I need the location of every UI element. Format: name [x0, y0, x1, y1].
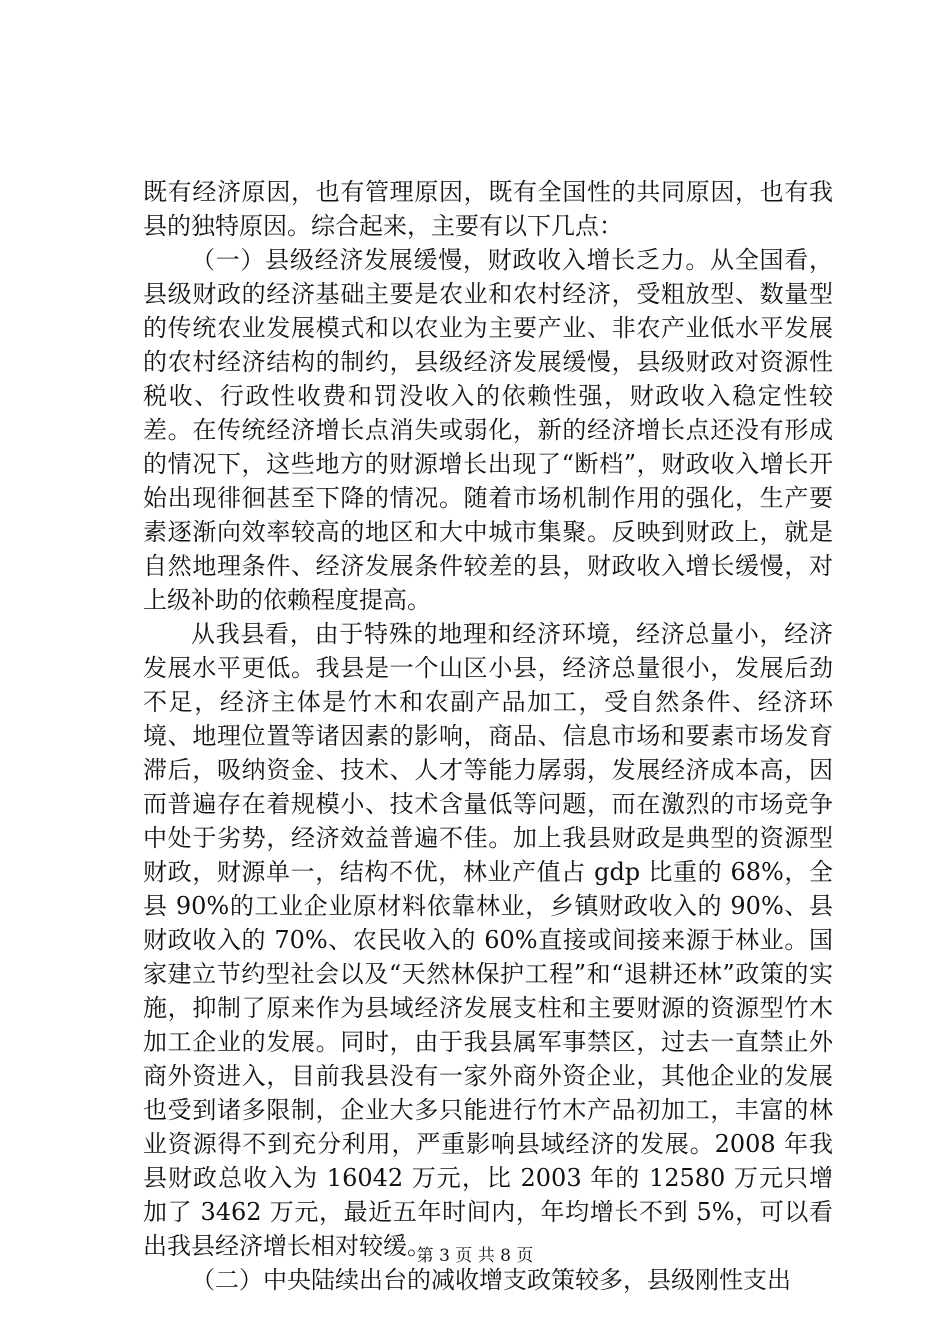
paragraph-4: （二）中央陆续出台的减收增支政策较多，县级刚性支出 [191, 1266, 791, 1294]
page-footer: 第 3 页 共 8 页 [416, 1246, 534, 1266]
paragraph-2: （一）县级经济发展缓慢，财政收入增长乏力。从全国看，县级财政的经济基础主要是农业和农村经济，受粗放型、数量型的传统农业发展模式和以农业为主要产业、非农产业低水平发展的农村经济结构的制约，县级经济发展缓慢，县级财政对资源性税收、行政性收费和罚没收入的依赖性强，财政收入稳定性较差。在传统经济增长点消失或弱化，新的经济增长点还没有形成的情况下，这些地方的财源增长出现了“断档”，财政收入增长开始出现徘徊甚至下降的情况。随着市场机制作用的强化，生产要素逐渐向效率较高的地区和大中城市集聚。反映到财政上，就是自然地理条件、经济发展条件较差的县，财政收入增长缓慢，对上级补助的依赖程度提高。 [143, 246, 833, 614]
paragraph-3: 从我县看，由于特殊的地理和经济环境，经济总量小，经济发展水平更低。我县是一个山区小县，经济总量很小，发展后劲不足，经济主体是竹木和农副产品加工，受自然条件、经济环境、地理位置等诸因素的影响，商品、信息市场和要素市场发育滞后，吸纳资金、技术、人才等能力孱弱，发展经济成本高，因而普遍存在着规模小、技术含量低等问题，而在激烈的市场竞争中处于劣势，经济效益普遍不佳。加上我县财政是典型的资源型财政，财源单一，结构不优，林业产值占 gdp 比重的 68%，全县 90%的工业企业原材料依靠林业，乡镇财政收入的 90%、县财政收入的 70%、农民收入的 60%直接或间接来源于林业。国家建立节约型社会以及“天然林保护工程”和“退耕还林”政策的实施，抑制了原来作为县域经济发展支柱和主要财源的资源型竹木加工企业的发展。同时，由于我县属军事禁区，过去一直禁止外商外资进入，目前我县没有一家外商外资企业，其他企业的发展也受到诸多限制，企业大多只能进行竹木产品初加工，丰富的林业资源得不到充分利用，严重影响县域经济的发展。2008 年我县财政总收入为 16042 万元，比 2003 年的 12580 万元只增加了 3462 万元，最近五年时间内，年均增长不到 5%，可以看出我县经济增长相对较缓。 [143, 620, 833, 1260]
paragraph-1: 既有经济原因，也有管理原因，既有全国性的共同原因，也有我县的独特原因。综合起来，主要有以下几点： [143, 178, 833, 240]
body-text [143, 175, 833, 1297]
